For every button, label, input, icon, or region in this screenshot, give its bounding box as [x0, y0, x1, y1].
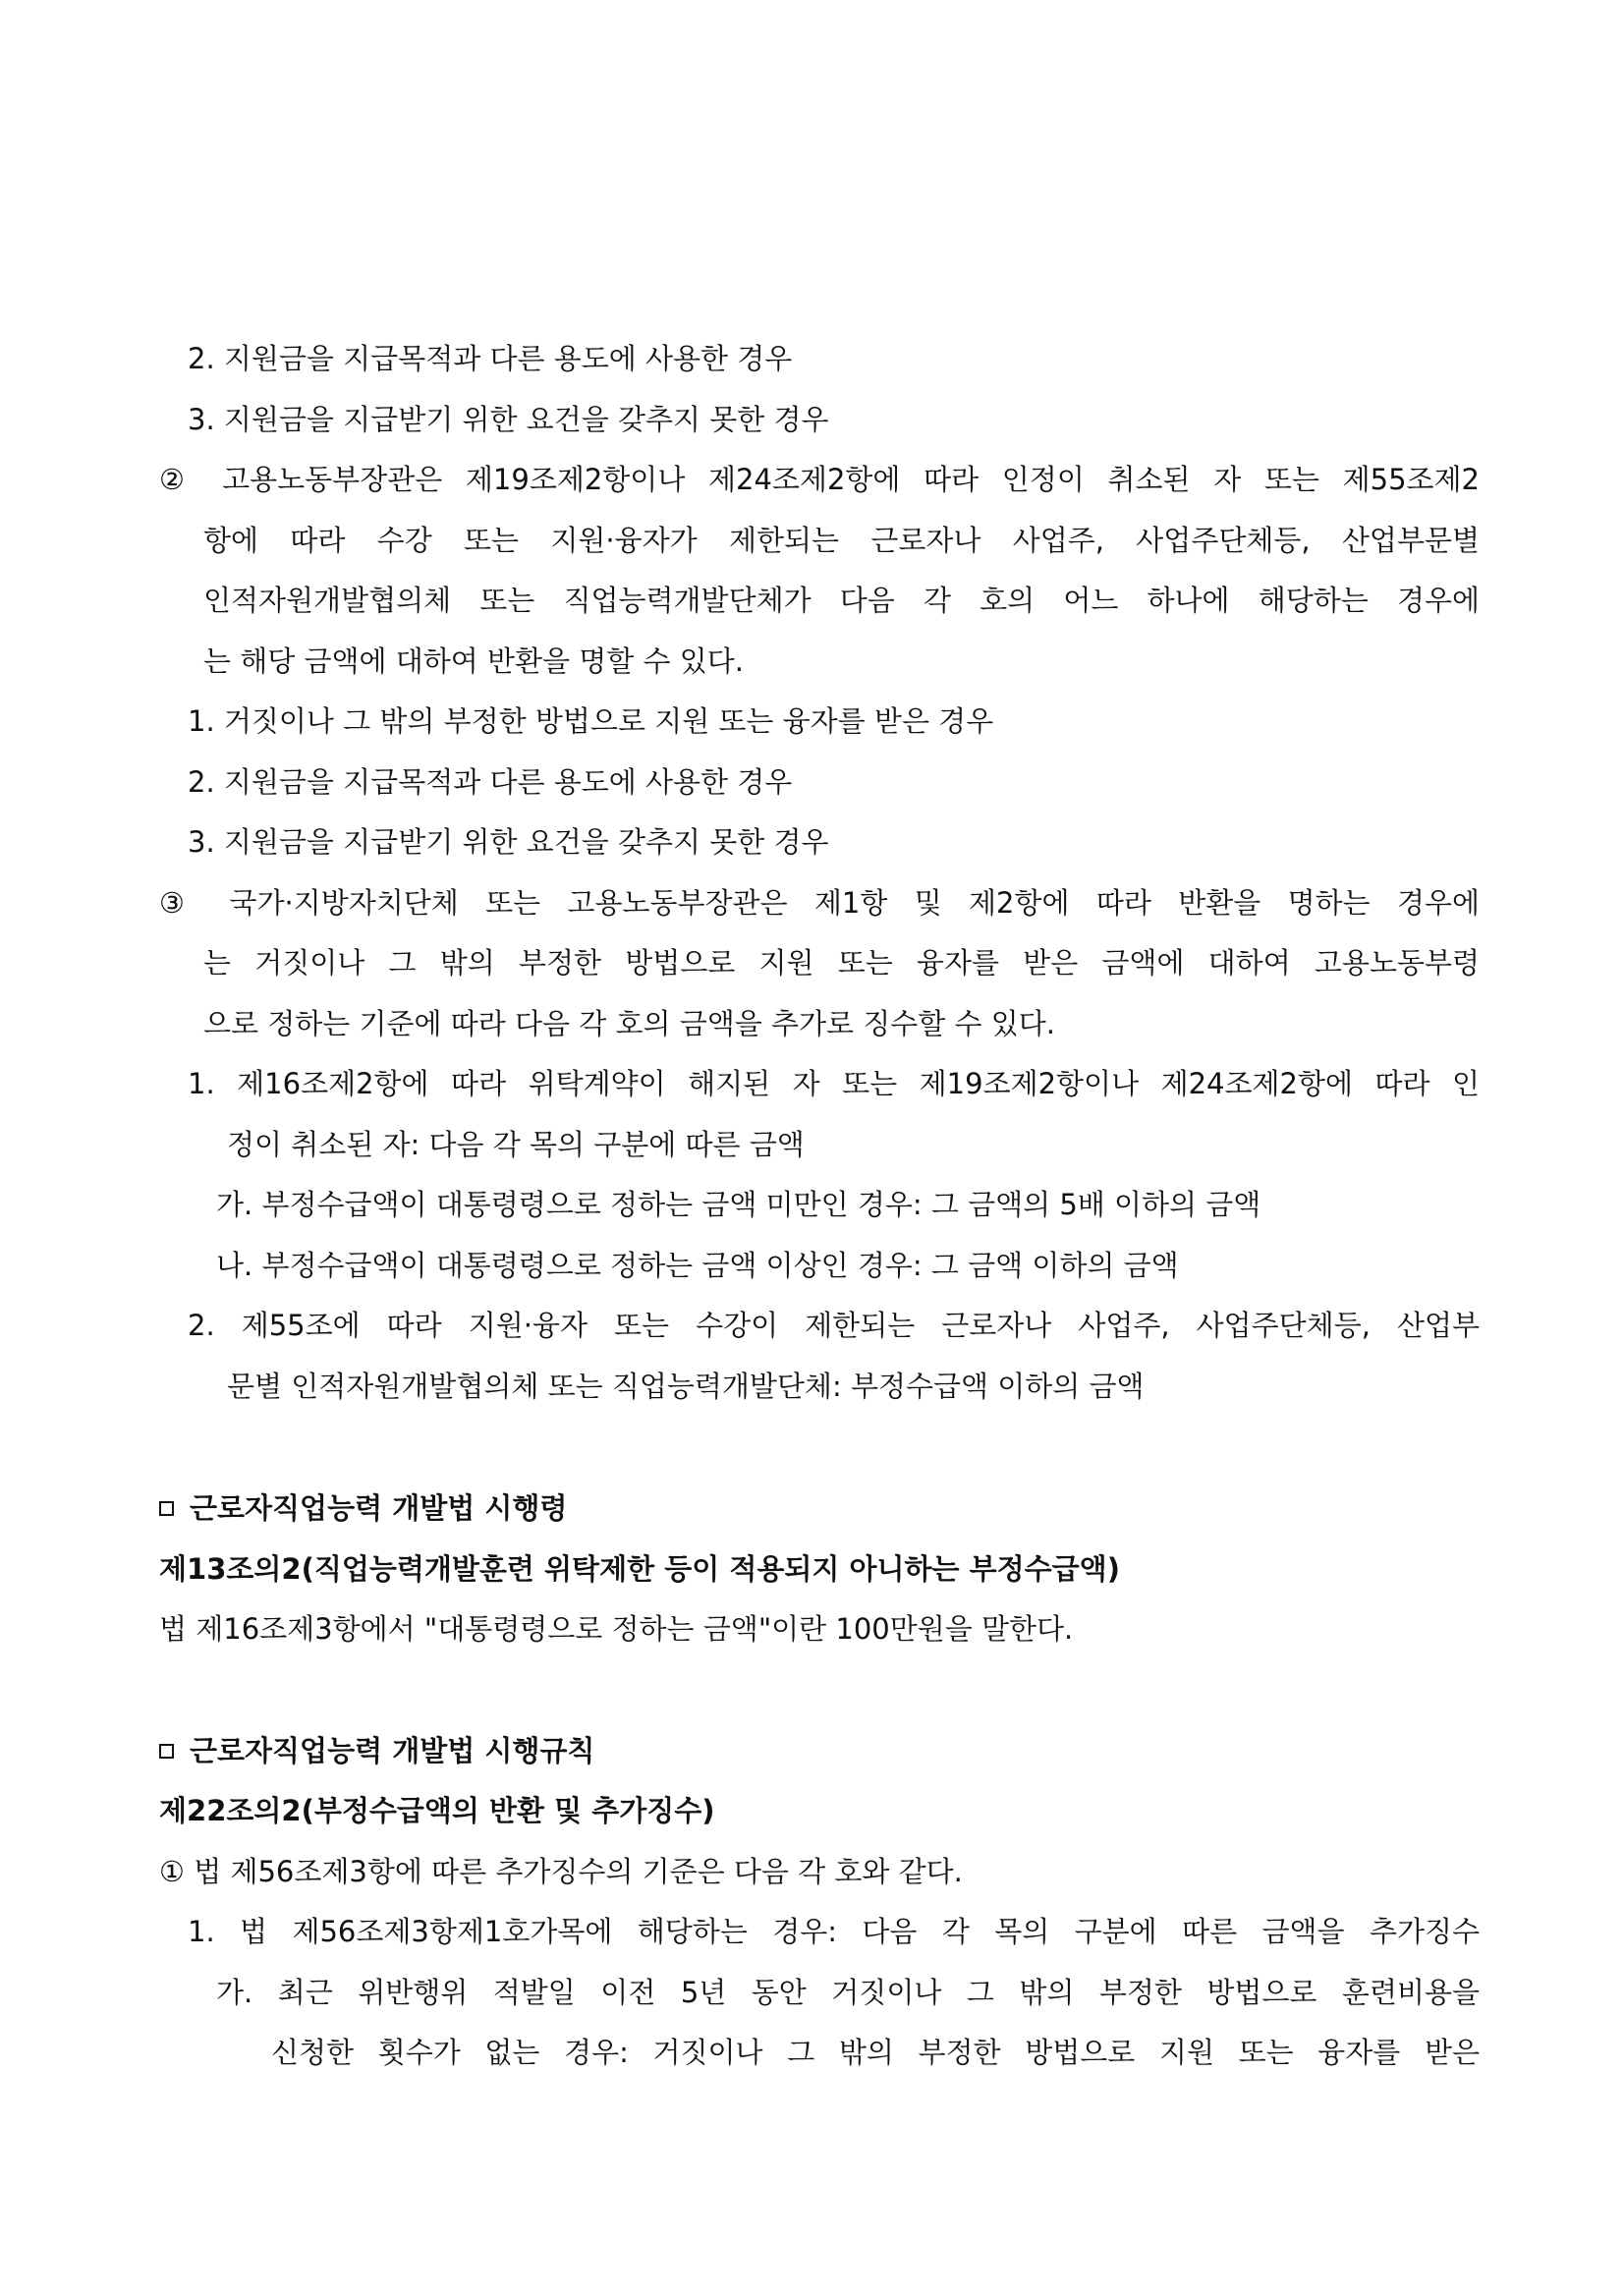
rules-paragraph-1: ① 법 제56조제3항에 따른 추가징수의 기준은 다음 각 호와 같다.: [159, 1855, 963, 1888]
decree-article-text: 법 제16조제3항에서 "대통령령으로 정하는 금액"이란 100만원을 말한다.: [159, 1612, 1074, 1646]
item-3-line: 3. 지원금을 지급받기 위한 요건을 갖추지 못한 경우: [188, 403, 829, 436]
rules-sub-item-ga-line-2: 신청한 횟수가 없는 경우: 거짓이나 그 밖의 부정한 방법으로 지원 또는 융자를 받은: [271, 2036, 1480, 2069]
paragraph-3-item-2-line-1: 2. 제55조에 따라 지원·융자 또는 수강이 제한되는 근로자나 사업주, 사업주단체등, 산업부: [188, 1309, 1480, 1342]
paragraph-2-item-2: 2. 지원금을 지급목적과 다른 용도에 사용한 경우: [188, 765, 793, 799]
sub-item-ga: 가. 부정수급액이 대통령령으로 정하는 금액 미만인 경우: 그 금액의 5배 이하의 금액: [216, 1188, 1261, 1221]
paragraph-2-line-4: 는 해당 금액에 대하여 반환을 명할 수 있다.: [203, 644, 744, 678]
rules-section-header: [159, 1731, 594, 1770]
checkbox-bullet-icon: [159, 1744, 174, 1759]
checkbox-bullet-icon: [159, 1501, 174, 1516]
decree-section-header: [159, 1488, 567, 1528]
paragraph-3-line-1: ③ 국가·지방자치단체 또는 고용노동부장관은 제1항 및 제2항에 따라 반환을 명하는 경우에: [159, 886, 1480, 920]
paragraph-2-line-3: 인적자원개발협의체 또는 직업능력개발단체가 다음 각 호의 어느 하나에 해당하는 경우에: [203, 584, 1480, 617]
paragraph-3-line-3: 으로 정하는 기준에 따라 다음 각 호의 금액을 추가로 징수할 수 있다.: [203, 1007, 1055, 1040]
paragraph-3-item-1-line-2: 정이 취소된 자: 다음 각 목의 구분에 따른 금액: [227, 1128, 805, 1161]
paragraph-2-item-1: 1. 거짓이나 그 밖의 부정한 방법으로 지원 또는 융자를 받은 경우: [188, 704, 994, 738]
item-2-line: 2. 지원금을 지급목적과 다른 용도에 사용한 경우: [188, 342, 793, 375]
rules-item-1: 1. 법 제56조제3항제1호가목에 해당하는 경우: 다음 각 목의 구분에 따른 금액을 추가징수: [188, 1915, 1480, 1948]
paragraph-2-line-2: 항에 따라 수강 또는 지원·융자가 제한되는 근로자나 사업주, 사업주단체등, 산업부문별: [203, 524, 1480, 557]
sub-item-na: 나. 부정수급액이 대통령령으로 정하는 금액 이상인 경우: 그 금액 이하의 금액: [216, 1249, 1179, 1282]
paragraph-3-item-1-line-1: 1. 제16조제2항에 따라 위탁계약이 해지된 자 또는 제19조제2항이나 제24조제2항에 따라 인: [188, 1067, 1480, 1100]
paragraph-2-item-3: 3. 지원금을 지급받기 위한 요건을 갖추지 못한 경우: [188, 825, 829, 859]
paragraph-3-line-2: 는 거짓이나 그 밖의 부정한 방법으로 지원 또는 융자를 받은 금액에 대하여 고용노동부령: [203, 946, 1480, 980]
paragraph-2-line-1: ② 고용노동부장관은 제19조제2항이나 제24조제2항에 따라 인정이 취소된 자 또는 제55조제2: [159, 463, 1480, 496]
decree-article-title: 제13조의2(직업능력개발훈련 위탁제한 등이 적용되지 아니하는 부정수급액): [159, 1552, 1120, 1586]
rules-section-title: 근로자직업능력 개발법 시행규칙: [190, 1734, 595, 1767]
paragraph-3-item-2-line-2: 문별 인적자원개발협의체 또는 직업능력개발단체: 부정수급액 이하의 금액: [227, 1370, 1145, 1403]
decree-section-title: 근로자직업능력 개발법 시행령: [190, 1491, 568, 1525]
rules-sub-item-ga-line-1: 가. 최근 위반행위 적발일 이전 5년 동안 거짓이나 그 밖의 부정한 방법으로 훈련비용을: [216, 1976, 1480, 2009]
rules-article-title: 제22조의2(부정수급액의 반환 및 추가징수): [159, 1794, 715, 1827]
